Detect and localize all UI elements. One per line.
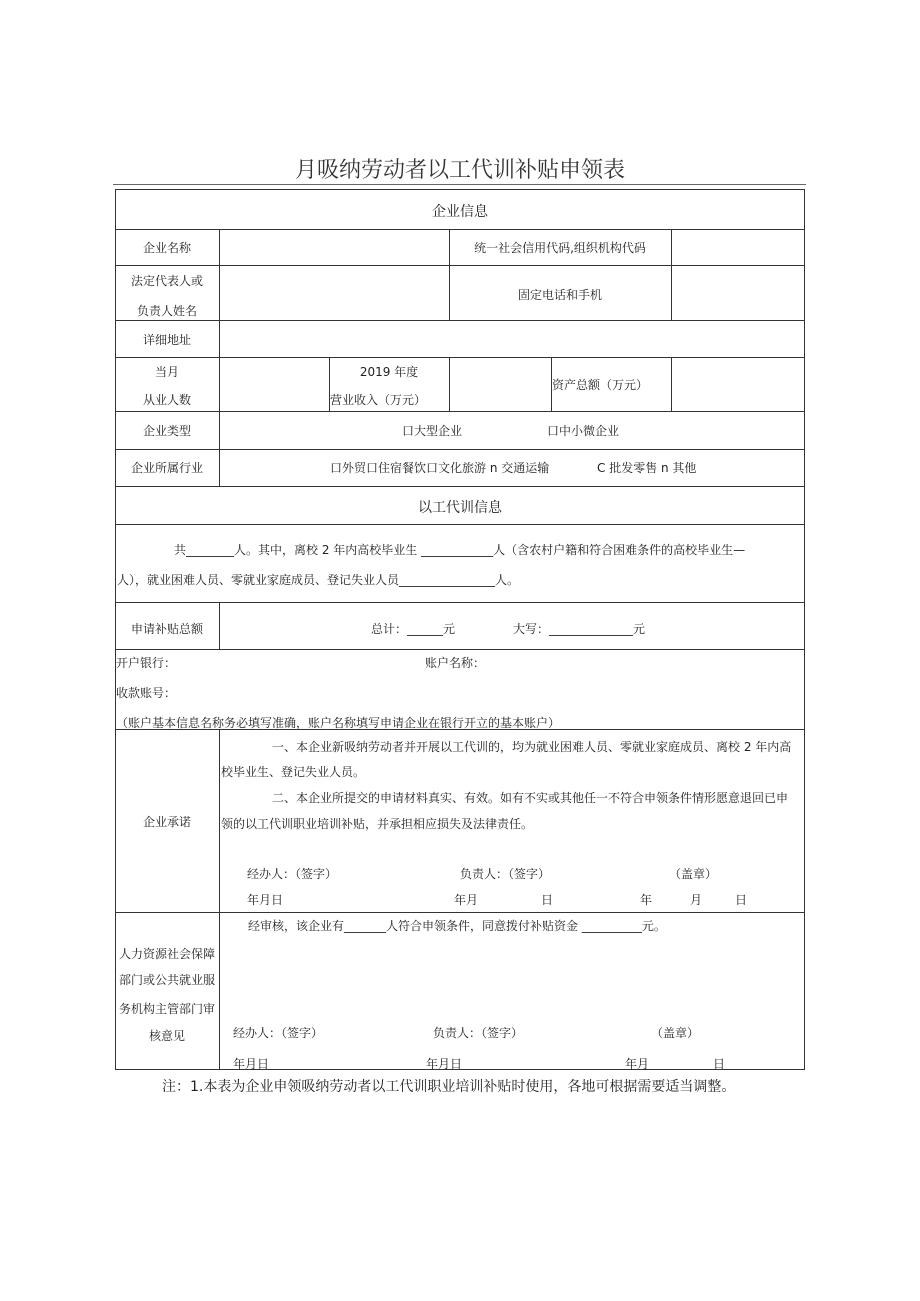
training-count-line2: 人），就业困难人员、零就业家庭成员、登记失业人员________________人。 — [117, 573, 520, 587]
commitment-label: 企业承诺 — [142, 815, 191, 829]
review-date-label: 年月日 — [233, 1057, 270, 1071]
section-enterprise-info: 企业信息 — [432, 204, 488, 220]
account-name-label: 账户名称： — [425, 656, 486, 670]
col-divider — [671, 229, 672, 320]
assets-label: 资产总额（万元） — [552, 378, 649, 392]
employees-label: 从业人数 — [142, 393, 191, 407]
enterprise-name-label: 企业名称 — [142, 241, 191, 255]
credit-code-label: 统一社会信用代码,组织机构代码 — [474, 241, 646, 255]
review-label: 务机构主管部门审 — [118, 1002, 215, 1016]
bank-label: 开户银行： — [116, 656, 177, 670]
col-divider — [671, 357, 672, 411]
date-label: 日 — [541, 893, 554, 907]
review-text: 经审核，该企业有_______人符合申领条件，同意拨付补贴资金 __________元。 — [248, 919, 666, 933]
date-label: 年月 — [454, 893, 479, 907]
address-label: 详细地址 — [142, 333, 191, 347]
col-divider — [219, 229, 220, 487]
subsidy-total-field[interactable]: 总计：______元 — [371, 622, 456, 636]
commitment-text: 一、本企业新吸纳劳动者并开展以工代训的，均为就业困难人员、零就业家庭成员、离校 2 年内高 — [272, 740, 792, 754]
revenue-label: 营业收入（万元） — [330, 393, 427, 407]
subsidy-capital-field[interactable]: 大写：______________元 — [513, 622, 646, 636]
industry-options-other[interactable]: C 批发零售 n 其他 — [597, 461, 697, 475]
subsidy-total-label: 申请补贴总额 — [130, 622, 203, 636]
row-divider — [115, 649, 805, 650]
row-divider — [115, 524, 805, 525]
enterprise-type-label: 企业类型 — [142, 424, 191, 438]
review-date-label: 日 — [713, 1057, 726, 1071]
review-label: 部门或公共就业服 — [118, 973, 215, 987]
revenue-label: 2019 年度 — [359, 365, 419, 379]
col-divider — [449, 357, 450, 411]
date-label: 月 — [690, 893, 703, 907]
industry-label: 企业所属行业 — [130, 461, 203, 475]
date-label: 年 — [640, 893, 653, 907]
review-label: 人力资源社会保障 — [118, 947, 215, 961]
commitment-text: 校毕业生、登记失业人员。 — [221, 765, 366, 779]
type-small-option[interactable]: 口中小微企业 — [547, 424, 620, 438]
training-count-line1: 共________人。其中，离校 2 年内高校毕业生 ____________人（含农村户籍和符合困难条件的高校毕业生— — [174, 543, 746, 557]
seal-label: （盖章） — [669, 867, 718, 881]
responsible-signature: 负责人：（签字） — [460, 867, 551, 881]
handler-signature: 经办人：（签字） — [247, 867, 338, 881]
page-title: 月吸纳劳动者以工代训补贴申领表 — [294, 158, 625, 183]
section-training-info: 以工代训信息 — [418, 500, 502, 516]
review-responsible-signature: 负责人：（签字） — [433, 1026, 524, 1040]
commitment-text: 领的以工代训职业培训补贴，并承担相应损失及法律责任。 — [221, 817, 534, 831]
review-label: 核意见 — [148, 1029, 185, 1043]
review-seal-label: （盖章） — [651, 1026, 700, 1040]
account-number-label: 收款账号： — [116, 686, 177, 700]
legal-rep-label: 负责人姓名 — [136, 304, 197, 318]
legal-rep-label: 法定代表人或 — [130, 274, 203, 288]
bank-note: （账户基本信息名称务必填写准确，账户名称填写申请企业在银行开立的基本账户） — [116, 716, 561, 730]
col-divider — [219, 729, 220, 1070]
title-rule — [113, 184, 806, 185]
review-handler-signature: 经办人：（签字） — [233, 1026, 324, 1040]
date-label: 年月日 — [247, 893, 284, 907]
date-label: 日 — [735, 893, 748, 907]
footnote: 注：1.本表为企业申领吸纳劳动者以工代训职业培训补贴时使用，各地可根据需要适当调整。 — [162, 1079, 736, 1095]
col-divider — [219, 602, 220, 649]
industry-options[interactable]: 口外贸口住宿餐饮口文化旅游 n 交通运输 — [330, 461, 550, 475]
phone-label: 固定电话和手机 — [517, 288, 602, 302]
type-large-option[interactable]: 口大型企业 — [402, 424, 463, 438]
review-date-label: 年月 — [625, 1057, 650, 1071]
review-date-label: 年月日 — [426, 1057, 463, 1071]
employees-label: 当月 — [154, 365, 179, 379]
commitment-text: 二、本企业所提交的申请材料真实、有效。如有不实或其他任一不符合申领条件情形愿意退回已申 — [272, 791, 789, 805]
